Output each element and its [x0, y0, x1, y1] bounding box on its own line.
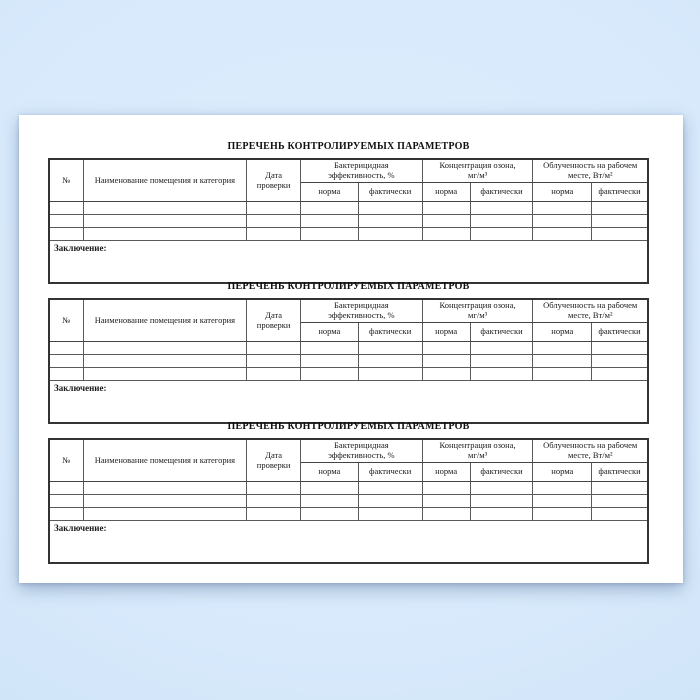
header-bactericidal-actual: фактически: [358, 323, 422, 342]
table-cell: [301, 228, 359, 241]
table-title: ПЕРЕЧЕНЬ КОНТРОЛИРУЕМЫХ ПАРАМЕТРОВ: [227, 281, 470, 292]
table-row: [49, 495, 648, 508]
table-cell: [247, 355, 301, 368]
table-cell: [83, 215, 247, 228]
header-group-bactericidal-line2: эффективность, %: [328, 310, 395, 320]
table-cell: [358, 495, 422, 508]
header-bactericidal-norm: норма: [301, 463, 359, 482]
table-cell: [422, 508, 470, 521]
table-cell: [592, 368, 648, 381]
header-ozone-norm: норма: [422, 463, 470, 482]
table-cell: [422, 482, 470, 495]
table-cell: [592, 228, 648, 241]
table-cell: [49, 215, 83, 228]
table-cell: [83, 202, 247, 215]
table-cell: [422, 342, 470, 355]
table-cell: [49, 355, 83, 368]
table-row: [49, 342, 648, 355]
table-cell: [247, 215, 301, 228]
params-table: [48, 298, 649, 424]
table-cell: [592, 342, 648, 355]
table-cell: [422, 355, 470, 368]
table-cell: [247, 495, 301, 508]
header-number: №: [49, 159, 83, 202]
table-row: [49, 368, 648, 381]
conclusion-label: Заключение:: [54, 523, 107, 533]
table-cell: [592, 495, 648, 508]
header-room-name: Наименование помещения и категория: [83, 439, 247, 482]
conclusion-label: Заключение:: [54, 243, 107, 253]
header-group-ozone-line2: мг/м³: [467, 450, 488, 460]
header-group-irradiance-line2: месте, Вт/м²: [567, 170, 613, 180]
table-cell: [358, 228, 422, 241]
table-cell: [247, 202, 301, 215]
params-table: [48, 438, 649, 564]
header-group-ozone: [422, 439, 533, 463]
header-group-irradiance: [533, 159, 648, 183]
header-group-bactericidal: [301, 299, 423, 323]
header-irradiance-actual: фактически: [592, 463, 648, 482]
conclusion-label: Заключение:: [54, 383, 107, 393]
table-cell: [83, 368, 247, 381]
table-cell: [49, 368, 83, 381]
table-cell: [358, 342, 422, 355]
header-check-date: Дата проверки: [247, 299, 301, 342]
header-group-ozone: [422, 299, 533, 323]
header-bactericidal-actual: фактически: [358, 183, 422, 202]
header-group-ozone: [422, 159, 533, 183]
table-row: [49, 215, 648, 228]
table-cell: [301, 215, 359, 228]
header-check-date: Дата проверки: [247, 159, 301, 202]
table-cell: [301, 355, 359, 368]
header-group-ozone-line1: Концентрация озона,: [439, 160, 516, 171]
conclusion-row: [49, 521, 648, 564]
table-cell: [422, 228, 470, 241]
table-cell: [83, 355, 247, 368]
table-cell: [247, 508, 301, 521]
table-cell: [83, 482, 247, 495]
table-cell: [49, 342, 83, 355]
table-cell: [533, 368, 592, 381]
header-group-ozone-line2: мг/м³: [467, 310, 488, 320]
header-group-ozone-line2: мг/м³: [467, 170, 488, 180]
table-cell: [470, 482, 533, 495]
header-irradiance-norm: норма: [533, 323, 592, 342]
table-cell: [470, 355, 533, 368]
table-row: [49, 355, 648, 368]
table-cell: [358, 482, 422, 495]
table-cell: [358, 508, 422, 521]
table-cell: [301, 342, 359, 355]
params-table: [48, 158, 649, 284]
header-irradiance-actual: фактически: [592, 323, 648, 342]
header-irradiance-norm: норма: [533, 463, 592, 482]
header-group-irradiance-line1: Облученность на рабочем: [543, 160, 638, 171]
table-cell: [470, 495, 533, 508]
table-cell: [49, 495, 83, 508]
table-cell: [422, 368, 470, 381]
table-cell: [49, 202, 83, 215]
header-group-bactericidal-line2: эффективность, %: [328, 450, 395, 460]
header-ozone-norm: норма: [422, 183, 470, 202]
table-cell: [533, 355, 592, 368]
header-group-row: [49, 439, 648, 463]
table-cell: [592, 202, 648, 215]
header-number: №: [49, 439, 83, 482]
table-row: [49, 228, 648, 241]
header-group-bactericidal: [301, 439, 423, 463]
header-ozone-actual: фактически: [470, 463, 533, 482]
table-cell: [470, 342, 533, 355]
header-ozone-actual: фактически: [470, 323, 533, 342]
table-cell: [247, 342, 301, 355]
table-cell: [533, 215, 592, 228]
table-row: [49, 482, 648, 495]
table-cell: [247, 482, 301, 495]
table-cell: [592, 215, 648, 228]
table-cell: [422, 495, 470, 508]
table-cell: [470, 508, 533, 521]
header-group-row: [49, 159, 648, 183]
table-cell: [301, 202, 359, 215]
header-group-irradiance-line1: Облученность на рабочем: [543, 300, 638, 311]
params-table-block: [48, 133, 649, 273]
header-group-bactericidal: [301, 159, 423, 183]
header-group-irradiance-line1: Облученность на рабочем: [543, 440, 638, 451]
header-irradiance-actual: фактически: [592, 183, 648, 202]
header-number: №: [49, 299, 83, 342]
table-cell: [358, 202, 422, 215]
table-cell: [592, 482, 648, 495]
header-group-row: [49, 299, 648, 323]
table-cell: [301, 508, 359, 521]
header-group-ozone-line1: Концентрация озона,: [439, 300, 516, 311]
table-cell: [301, 495, 359, 508]
header-bactericidal-norm: норма: [301, 323, 359, 342]
table-cell: [422, 215, 470, 228]
table-cell: [247, 368, 301, 381]
header-group-irradiance: [533, 299, 648, 323]
table-cell: [470, 368, 533, 381]
table-cell: [83, 342, 247, 355]
header-group-ozone-line1: Концентрация озона,: [439, 440, 516, 451]
table-cell: [247, 228, 301, 241]
table-cell: [49, 508, 83, 521]
header-bactericidal-norm: норма: [301, 183, 359, 202]
header-group-bactericidal-line1: Бактерицидная: [334, 300, 389, 311]
params-table-block: [48, 413, 649, 553]
table-title: ПЕРЕЧЕНЬ КОНТРОЛИРУЕМЫХ ПАРАМЕТРОВ: [227, 421, 470, 432]
table-cell: [592, 508, 648, 521]
table-cell: [533, 495, 592, 508]
table-row: [49, 508, 648, 521]
header-irradiance-norm: норма: [533, 183, 592, 202]
table-cell: [422, 202, 470, 215]
header-check-date: Дата проверки: [247, 439, 301, 482]
table-row: [49, 202, 648, 215]
header-room-name: Наименование помещения и категория: [83, 299, 247, 342]
table-cell: [49, 228, 83, 241]
header-group-bactericidal-line1: Бактерицидная: [334, 440, 389, 451]
table-cell: [358, 215, 422, 228]
table-cell: [49, 482, 83, 495]
header-group-irradiance: [533, 439, 648, 463]
table-cell: [592, 355, 648, 368]
table-cell: [83, 508, 247, 521]
table-cell: [470, 228, 533, 241]
table-cell: [533, 482, 592, 495]
header-room-name: Наименование помещения и категория: [83, 159, 247, 202]
table-cell: [301, 482, 359, 495]
table-cell: [470, 215, 533, 228]
header-bactericidal-actual: фактически: [358, 463, 422, 482]
header-ozone-actual: фактически: [470, 183, 533, 202]
header-group-irradiance-line2: месте, Вт/м²: [567, 450, 613, 460]
table-cell: [470, 202, 533, 215]
table-cell: [83, 228, 247, 241]
table-title: ПЕРЕЧЕНЬ КОНТРОЛИРУЕМЫХ ПАРАМЕТРОВ: [227, 141, 470, 152]
params-table-block: [48, 273, 649, 413]
header-group-bactericidal-line1: Бактерицидная: [334, 160, 389, 171]
table-cell: [533, 228, 592, 241]
table-cell: [301, 368, 359, 381]
header-ozone-norm: норма: [422, 323, 470, 342]
table-cell: [533, 508, 592, 521]
table-cell: [83, 495, 247, 508]
header-group-irradiance-line2: месте, Вт/м²: [567, 310, 613, 320]
table-cell: [533, 202, 592, 215]
table-cell: [358, 355, 422, 368]
header-group-bactericidal-line2: эффективность, %: [328, 170, 395, 180]
table-cell: [358, 368, 422, 381]
table-cell: [533, 342, 592, 355]
document-page: [19, 115, 683, 583]
